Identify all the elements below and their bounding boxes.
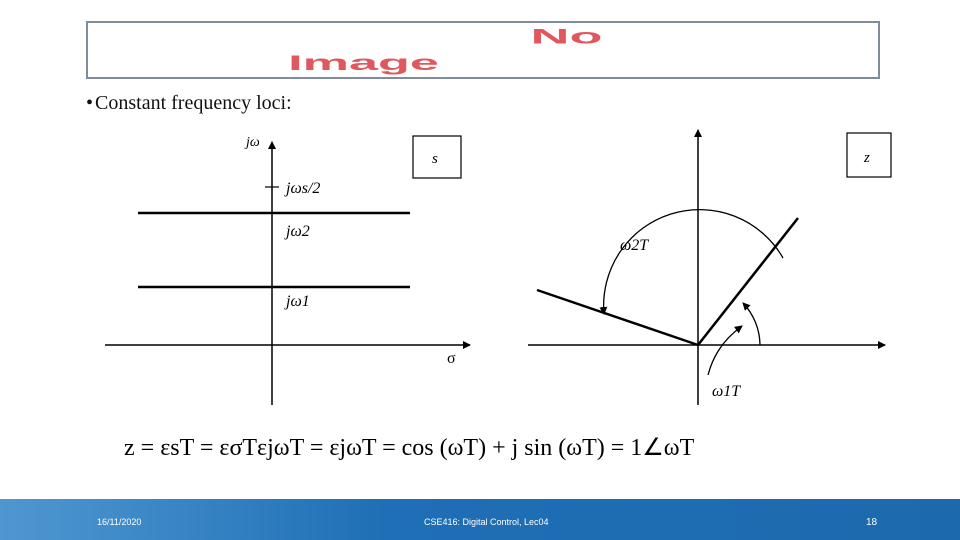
footer-bar xyxy=(0,499,960,540)
no-image-line2: Image xyxy=(288,50,439,75)
bullet-dot-icon: • xyxy=(86,92,94,114)
z-omega1T-label: ω1T xyxy=(712,383,741,400)
z-omega1-angle-arc xyxy=(743,303,760,345)
z-omega2-ray xyxy=(537,290,698,345)
s-omega1-label: jω1 xyxy=(286,293,310,310)
z-omega1-pointer xyxy=(708,326,742,375)
footer-page-number: 18 xyxy=(866,517,878,528)
footer-course: CSE416: Digital Control, Lec04 xyxy=(424,517,549,527)
z-omega1-ray xyxy=(698,218,798,345)
s-plane-label: s xyxy=(432,151,438,167)
no-image-line1: No xyxy=(530,23,603,49)
z-omega2-angle-arc xyxy=(604,210,783,314)
footer-date: 16/11/2020 xyxy=(97,517,142,527)
euler-equation: z = εsT = εσTεjωT = εjωT = cos (ωT) + j sin (ωT) = 1∠ωT xyxy=(124,435,695,461)
s-half-sampling-label: jωs/2 xyxy=(286,180,321,197)
bullet-text: Constant frequency loci: xyxy=(95,92,292,114)
s-imag-axis-label: jω xyxy=(246,135,260,150)
z-plane-label: z xyxy=(864,150,870,166)
s-omega2-label: jω2 xyxy=(286,223,310,240)
s-sigma-label: σ xyxy=(447,350,456,367)
z-omega2T-label: ω2T xyxy=(620,237,649,254)
z-plane-diagram xyxy=(528,130,891,405)
s-plane-diagram xyxy=(105,135,470,405)
